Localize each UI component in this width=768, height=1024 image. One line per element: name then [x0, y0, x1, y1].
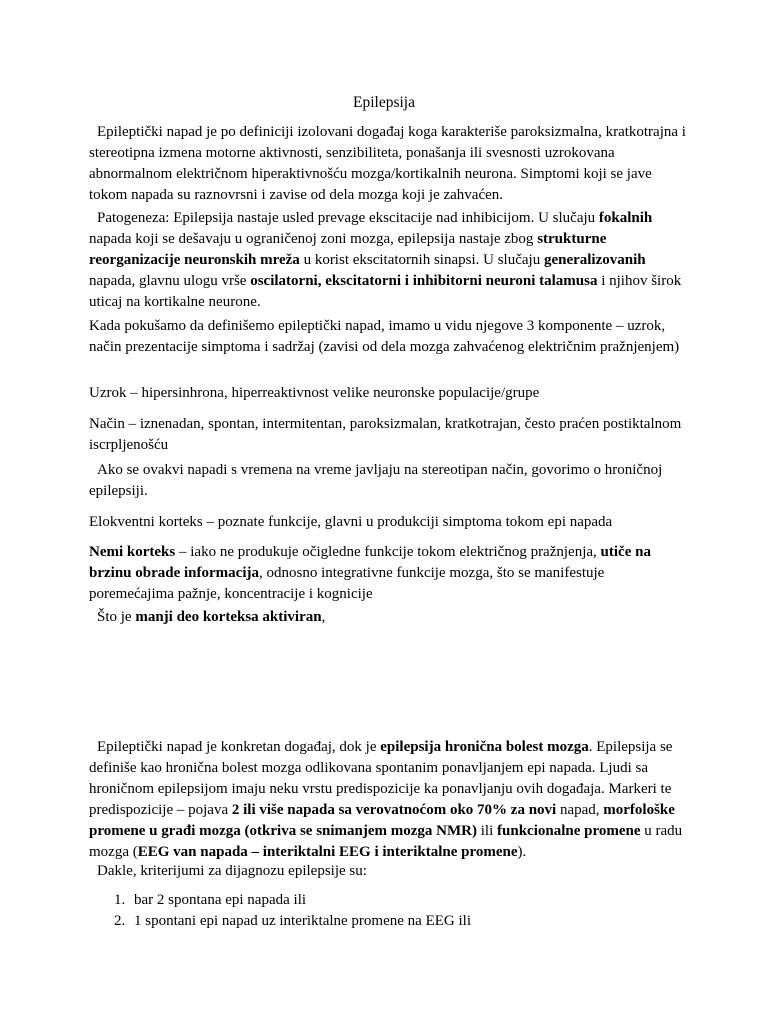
paragraph-uzrok: Uzrok – hipersinhrona, hiperreaktivnost velike neuronske populacije/grupe [89, 385, 540, 401]
paragraph-nacin: Način – iznenadan, spontan, intermitentan, paroksizmalan, kratkotrajan, često praćen postiktalnom iscrpljenošću [89, 416, 682, 453]
paragraph-elokventni: Elokventni korteks – poznate funkcije, glavni u produkciji simptoma tokom epi napada [89, 514, 613, 530]
paragraph-kriterijumi: Dakle, kriterijumi za dijagnozu epilepsije su: [97, 863, 367, 879]
page-title: Epilepsija [353, 94, 415, 111]
paragraph-komponente: Kada pokušamo da definišemo epileptički napad, imamo u vidu njegove 3 komponente – uzrok, način prezentacije simptoma i sadržaj (zavisi od dela mozga zahvaćenog električnim pražnjenjem) [89, 318, 680, 355]
list-item: 1. bar 2 spontana epi napada ili [114, 892, 307, 908]
paragraph-epilepsija-bolest: Epileptički napad je konkretan događaj, dok je epilepsija hronična bolest mozga. Epilepsija se definiše kao hronična bolest mozga odlikovana spontanim ponavljanjem epi napada. Ljudi sa hroničnom epilepsijom imaju neku vrstu predispozicije ka ponavljanju ovih događaja. Markeri te predispozicije – pojava 2 ili više napada sa verovatnoćom oko 70% za novi napad, morfološke promene u građi mozga (otkriva se snimanjem mozga NMR) ili funkcionalne promene u radu mozga (EEG van napada – interiktalni EEG i interiktalne promene). [89, 739, 683, 860]
paragraph-patogeneza: Patogeneza: Epilepsija nastaje usled prevage ekscitacije nad inhibicijom. U slučaju fokalnih napada koji se dešavaju u ograničenoj zoni mozga, epilepsija nastaje zbog strukturne reorganizacije neuronskih mreža u korist ekscitatornih sinapsi. U slučaju generalizovanih napada, glavnu ulogu vrše oscilatorni, ekscitatorni i inhibitorni neuroni talamusa i njihov širok uticaj na kortikalne neurone. [89, 210, 682, 310]
criteria-list [89, 890, 689, 932]
paragraph-manji-deo: Što je manji deo korteksa aktiviran, [97, 609, 326, 625]
paragraph-definition: Epileptički napad je po definiciji izolovani događaj koga karakteriše paroksizmalna, kratkotrajna i stereotipna izmena motorne aktivnosti, senzibiliteta, ponašanja ili svesnosti uzrokovana abnormalnom električnom hiperaktivnošću mozga/kortikalnih neurona. Simptomi koji se jave tokom napada su raznovrsni i zavise od dela mozga koji je zahvaćen. [89, 124, 686, 203]
paragraph-nemi-korteks: Nemi korteks – iako ne produkuje očigledne funkcije tokom električnog pražnjenja, utiče na brzinu obrade informacija, odnosno integrativne funkcije mozga, što se manifestuje poremećajima pažnje, koncentracije i kognicije [89, 544, 651, 602]
list-item: 2. 1 spontani epi napad uz interiktalne promene na EEG ili [114, 913, 471, 929]
paragraph-hronicna: Ako se ovakvi napadi s vremena na vreme javljaju na stereotipan način, govorimo o hroničnoj epilepsiji. [89, 462, 663, 499]
